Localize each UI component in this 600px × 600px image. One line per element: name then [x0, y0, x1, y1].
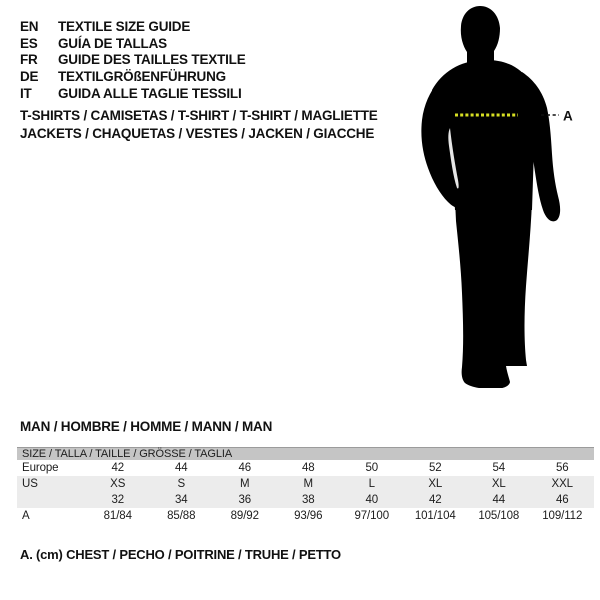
size-table: [17, 447, 594, 524]
size-cell: XXL: [551, 478, 573, 490]
size-cell: 36: [238, 494, 252, 506]
size-cell: 105/108: [478, 510, 520, 522]
lang-label: GUIDA ALLE TAGLIE TESSILI: [58, 85, 242, 101]
row-label: [17, 492, 86, 508]
footnote-chest-measurement: A. (cm) CHEST / PECHO / POITRINE / TRUHE / PETTO: [20, 547, 341, 562]
size-cell: 54: [492, 462, 506, 474]
table-row-us-numeric: [17, 492, 594, 508]
size-cell: 46: [555, 494, 569, 506]
lang-label: TEXTILE SIZE GUIDE: [58, 19, 191, 34]
size-cell: 89/92: [230, 510, 259, 522]
size-cell: 42: [111, 462, 125, 474]
garment-categories: [20, 107, 378, 142]
size-cell: XS: [110, 478, 126, 490]
size-cell: 56: [555, 462, 569, 474]
size-cell: 44: [174, 462, 188, 474]
size-cell: L: [368, 478, 375, 490]
man-silhouette-shape: [421, 6, 560, 388]
table-row-europe: [17, 460, 594, 476]
lang-code: FR: [20, 52, 38, 68]
size-cell: 46: [238, 462, 252, 474]
category-jackets: JACKETS / CHAQUETAS / VESTES / JACKEN / GIACCHE: [20, 125, 375, 141]
row-label: US: [22, 478, 38, 490]
lang-row-fr: [20, 52, 246, 69]
language-list: [20, 19, 246, 103]
size-cell: 97/100: [354, 510, 390, 522]
table-row-chest-a: [17, 508, 594, 524]
lang-row-it: [20, 86, 246, 103]
lang-label: GUÍA DE TALLAS: [58, 35, 167, 51]
size-cell: 93/96: [294, 510, 323, 522]
table-row-us: [17, 476, 594, 492]
size-cell: 101/104: [414, 510, 456, 522]
lang-code: DE: [20, 69, 39, 85]
size-cell: 52: [428, 462, 442, 474]
lang-label: GUIDE DES TAILLES TEXTILE: [58, 52, 246, 68]
row-label: Europe: [22, 462, 59, 474]
measure-label-a: A: [563, 108, 573, 124]
size-cell: 48: [301, 462, 315, 474]
size-cell: 40: [365, 494, 379, 506]
category-tshirts: T-SHIRTS / CAMISETAS / T-SHIRT / T-SHIRT / MAGLIETTE: [20, 108, 378, 123]
size-cell: M: [240, 478, 250, 490]
size-cell: 44: [492, 494, 506, 506]
size-cell: 34: [174, 494, 188, 506]
lang-row-es: [20, 36, 246, 53]
man-silhouette: [410, 2, 590, 388]
lang-row-de: [20, 69, 246, 86]
lang-row-en: [20, 19, 246, 36]
size-cell: 81/84: [103, 510, 132, 522]
lang-label: TEXTILGRÖßENFÜHRUNG: [58, 69, 226, 85]
size-cell: 42: [428, 494, 442, 506]
row-label: A: [22, 510, 30, 522]
size-cell: 85/88: [167, 510, 196, 522]
size-cell: 109/112: [542, 510, 583, 522]
size-cell: XL: [428, 478, 443, 490]
size-cell: M: [303, 478, 313, 490]
size-table-header: SIZE / TALLA / TAILLE / GRÖSSE / TAGLIA: [17, 447, 594, 460]
lang-code: ES: [20, 35, 38, 51]
size-cell: XL: [491, 478, 506, 490]
lang-code: IT: [20, 85, 32, 101]
size-cell: 38: [301, 494, 315, 506]
lang-code: EN: [20, 19, 39, 34]
size-cell: 50: [365, 462, 379, 474]
section-title-man: MAN / HOMBRE / HOMME / MANN / MAN: [20, 419, 273, 434]
size-cell: 32: [111, 494, 125, 506]
size-cell: S: [177, 478, 186, 490]
